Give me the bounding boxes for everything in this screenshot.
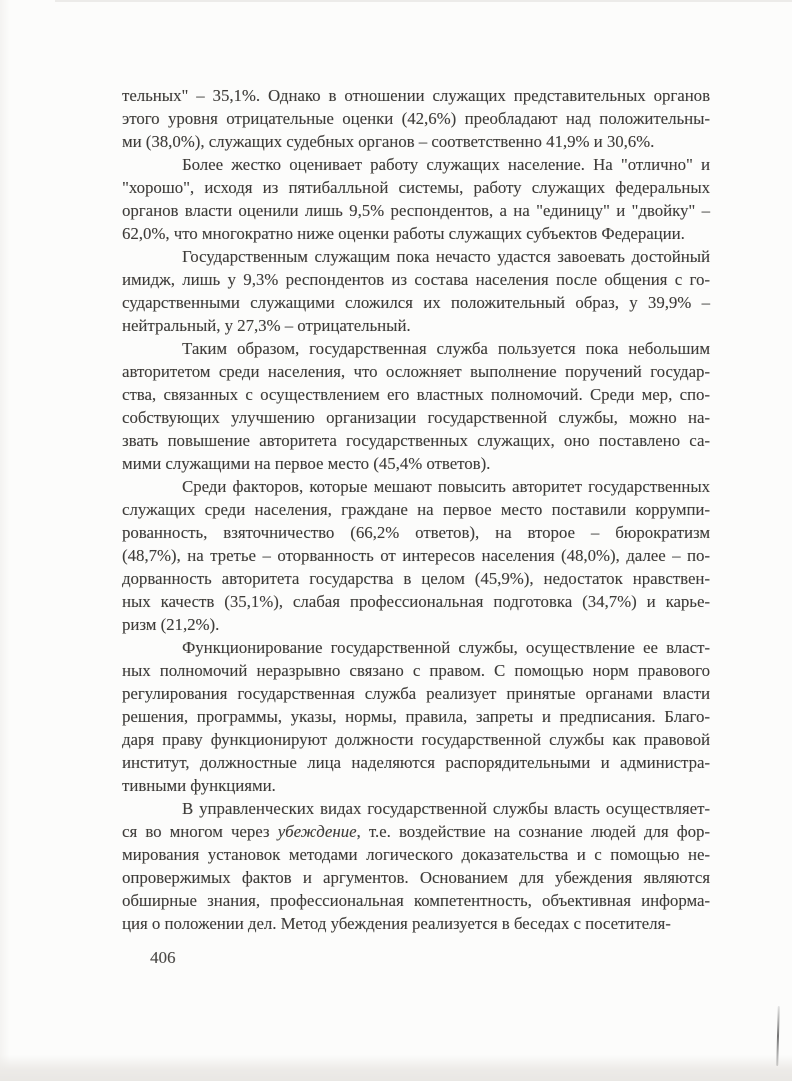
text-line: рованность, взяточничество (66,2% ответов), на второе – бюрократизм — [122, 523, 710, 542]
paragraph — [122, 245, 710, 337]
page-number: 406 — [150, 948, 176, 967]
text-line: имидж, лишь у 9,3% респондентов из состава населения после общения с го- — [122, 270, 710, 289]
text-line: ных качеств (35,1%), слабая профессиональная подготовка (34,7%) и карье- — [122, 592, 710, 611]
text-segment: , т.е. воздействие на сознание людей для фор- — [356, 822, 711, 841]
scan-left-edge — [0, 0, 10, 1081]
text-line: ства, связанных с осуществлением его властных полномочий. Среди мер, спо- — [122, 385, 710, 404]
text-line: обширные знания, профессиональная компетентность, объективная информа- — [122, 891, 710, 910]
text-line: мими служащими на первое место (45,4% ответов). — [122, 454, 491, 473]
text-line: институт, должностные лица наделяются распорядительными и администра- — [122, 753, 710, 772]
text-line: Государственным служащим пока нечасто удастся завоевать достойный — [182, 247, 710, 266]
text-line: этого уровня отрицательные оценки (42,6%) преобладают над положительны- — [122, 109, 710, 128]
text-line: В управленческих видах государственной службы власть осуществляет- — [182, 799, 710, 818]
paragraph — [122, 337, 710, 475]
text-line: решения, программы, указы, нормы, правила, запреты и предписания. Благо- — [122, 707, 710, 726]
text-line: "хорошо", исходя из пятибалльной системы, работу служащих федеральных — [122, 178, 710, 197]
text-line: ризм (21,2%). — [122, 615, 220, 634]
text-line: регулирования государственная служба реализует принятые органами власти — [122, 684, 710, 703]
scan-top-edge — [55, 0, 792, 2]
scan-bottom-edge — [0, 1055, 792, 1081]
text-line: служащих среди населения, граждане на первое место поставили коррумпи- — [122, 500, 710, 519]
text-line: сударственными служащими сложился их положительный образ, у 39,9% – — [122, 293, 710, 312]
text-line: тельных" – 35,1%. Однако в отношении служащих представительных органов — [122, 86, 710, 105]
text-line: 62,0%, что многократно ниже оценки работы служащих субъектов Федерации. — [122, 224, 685, 243]
text-line: звать повышение авторитета государственных служащих, оно поставлено са- — [122, 431, 710, 450]
paragraph — [122, 475, 710, 636]
text-line: Таким образом, государственная служба пользуется пока небольшим — [182, 339, 710, 358]
body-text — [122, 84, 710, 935]
text-line: даря праву функционируют должности государственной службы как правовой — [122, 730, 710, 749]
text-line: опровержимых фактов и аргументов. Основанием для убеждения являются — [122, 868, 710, 887]
text-line: (48,7%), на третье – оторванность от интересов населения (48,0%), далее – по- — [122, 546, 710, 565]
text-line: тивными функциями. — [122, 776, 276, 795]
text-line: Функционирование государственной службы, осуществление ее власт- — [182, 638, 710, 657]
text-line — [122, 820, 710, 843]
paragraph — [122, 797, 710, 935]
italic-term: убеждение — [277, 822, 357, 841]
text-line: мирования установок методами логического доказательства и с помощью не- — [122, 845, 710, 864]
paragraph — [122, 636, 710, 797]
text-line: дорванность авторитета государства в целом (45,9%), недостаток нравствен- — [122, 569, 710, 588]
text-segment: ся во многом через — [122, 822, 278, 841]
text-line: ных полномочий неразрывно связано с правом. С помощью норм правового — [122, 661, 710, 680]
text-line: Более жестко оценивает работу служащих население. На "отлично" и — [182, 155, 710, 174]
paragraph — [122, 153, 710, 245]
text-line: нейтральный, у 27,3% – отрицательный. — [122, 316, 411, 335]
text-line: Среди факторов, которые мешают повысить авторитет государственных — [182, 477, 710, 496]
text-line: ция о положении дел. Метод убеждения реализуется в беседах с посетителя- — [122, 914, 671, 933]
text-line: авторитетом среди населения, что осложняет выполнение поручений государ- — [122, 362, 710, 381]
text-line: собствующих улучшению организации государственной службы, можно на- — [122, 408, 710, 427]
paragraph — [122, 84, 710, 153]
text-line: ми (38,0%), служащих судебных органов – соответственно 41,9% и 30,6%. — [122, 132, 655, 151]
text-line: органов власти оценили лишь 9,5% респондентов, а на "единицу" и "двойку" – — [122, 201, 710, 220]
